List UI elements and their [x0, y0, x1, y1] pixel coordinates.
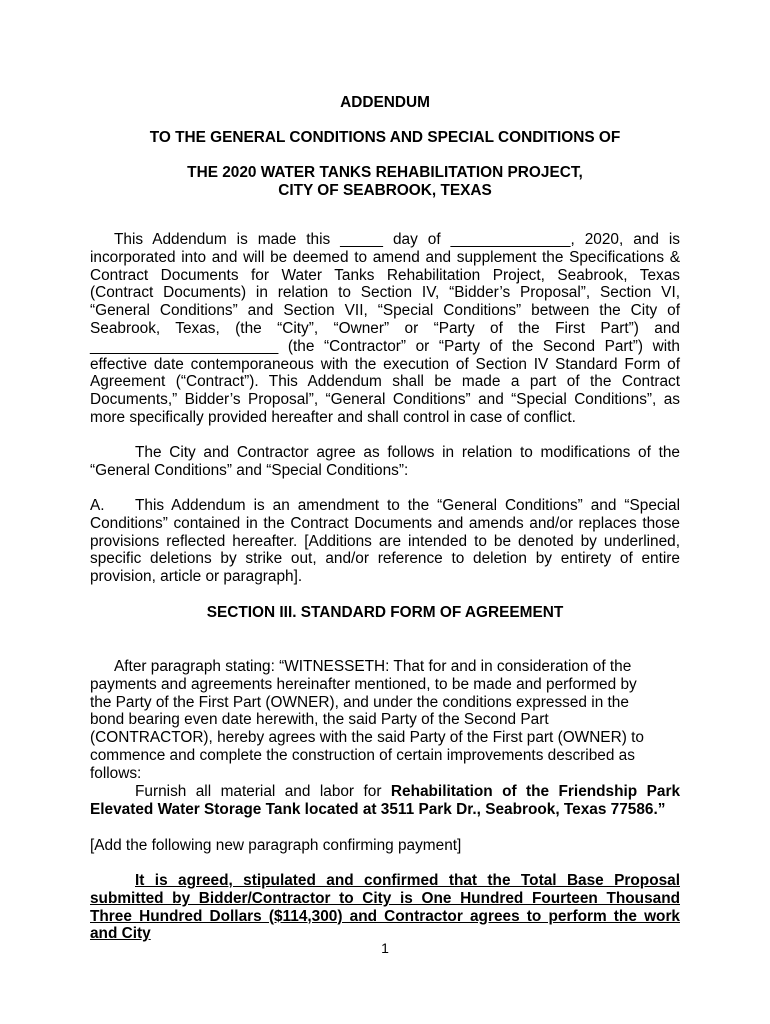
page-number: 1 [381, 940, 389, 956]
agreed-paragraph [90, 872, 680, 943]
agreed-paragraph-text: It is agreed, stipulated and confirmed that the Total Base Proposal submitted by Bidder/Contractor to City is One Hundred Fourteen Thousand Three Hundred Dollars ($114,300) and Contractor agrees to perform the work and City [90, 872, 680, 943]
item-a-paragraph [90, 497, 680, 586]
document-subtitle-line-3: CITY OF SEABROOK, TEXAS [278, 182, 492, 199]
section-heading: SECTION III. STANDARD FORM OF AGREEMENT [206, 604, 564, 621]
document-title: ADDENDUM [340, 94, 430, 111]
furnish-prefix: Furnish all material and labor for [135, 783, 391, 800]
witness-paragraph: After paragraph stating: “WITNESSETH: That for and in consideration of the payments and agreements hereinafter mentioned, to be made and performed by the Party of the First Part (OWNER), and under the conditions expressed in the bond bearing even date herewith, the said Party of the Second Part (CONTRACTOR), hereby agrees with the said Party of the First part (OWNER) to commence and complete the construction of certain improvements described as follows: [90, 658, 644, 782]
item-a-label: A. [90, 497, 105, 514]
furnish-paragraph [90, 783, 680, 819]
agree-paragraph: The City and Contractor agree as follows in relation to modifications of the “General Conditions” and “Special Conditions”: [90, 444, 680, 479]
document-subtitle-line-2: THE 2020 WATER TANKS REHABILITATION PROJECT, [187, 164, 583, 181]
intro-paragraph: This Addendum is made this _____ day of ______________, 2020, and is incorporated into and will be deemed to amend and supplement the Specifications & Contract Documents for Water Tanks Rehabilitation Project, Seabrook, Texas (Contract Documents) in relation to Section IV, “Bidder’s Proposal”, Section VI, “General Conditions” and Section VII, “Special Conditions” between the City of Seabrook, Texas, (the “City”, “Owner” or “Party of the First Part”) and ______________________ (the “Contractor” or “Party of the Second Part”) with effective date contemporaneous with the execution of Section IV Standard Form of Agreement (“Contract”). This Addendum shall be made a part of the Contract Documents,” Bidder’s Proposal”, “General Conditions” and “Special Conditions”, as more specifically provided hereafter and shall control in case of conflict. [90, 231, 680, 426]
furnish-project-description: Rehabilitation of the Friendship Park Elevated Water Storage Tank located at 3511 Park Dr., Seabrook, Texas 77586.” [90, 783, 681, 818]
add-note: [Add the following new paragraph confirming payment] [90, 837, 462, 854]
document-subtitle-line-1: TO THE GENERAL CONDITIONS AND SPECIAL CONDITIONS OF [149, 129, 621, 146]
item-a-text: This Addendum is an amendment to the “General Conditions” and “Special Conditions” contained in the Contract Documents and amends and/or replaces those provisions reflected hereafter. [Additions are intended to be denoted by underlined, specific deletions by strike out, and/or reference to deletion by entirety of entire provision, article or paragraph]. [90, 497, 680, 586]
